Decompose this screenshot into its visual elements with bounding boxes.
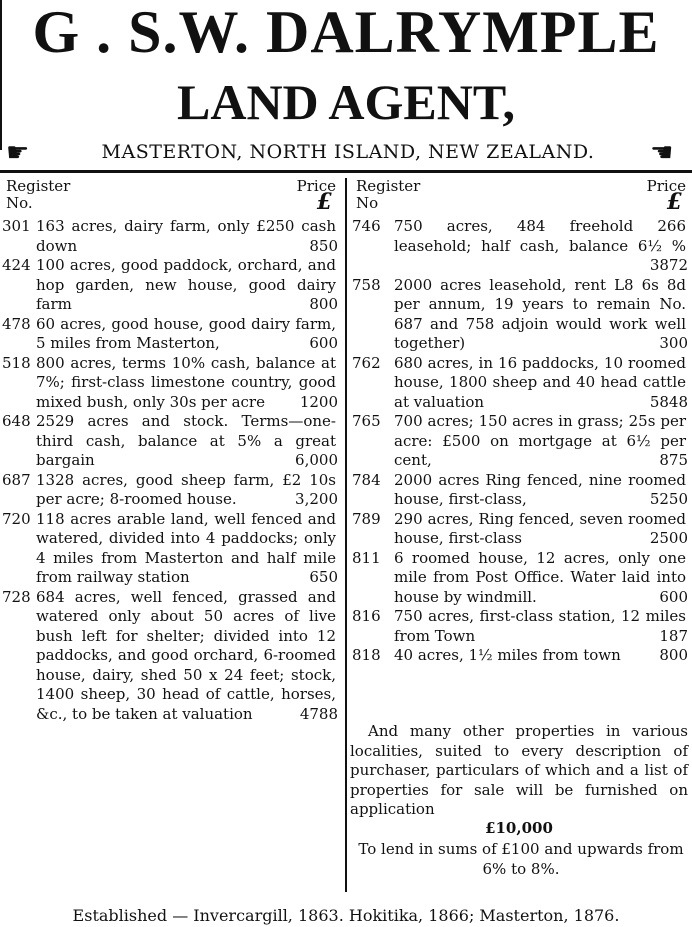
listing-price: 6,000 xyxy=(295,451,338,469)
listing-entry xyxy=(2,315,340,354)
listing-price: 3872 xyxy=(649,256,688,274)
listing-description: 750 acres, 484 freehold 266 leasehold; half cash, balance 6½ % xyxy=(394,217,686,255)
number-label: No. xyxy=(6,194,33,212)
listing-price: 187 xyxy=(659,626,688,645)
register-number: 518 xyxy=(2,353,31,372)
register-number: 424 xyxy=(2,256,31,274)
listing-entry xyxy=(352,217,690,276)
listing-price: 2500 xyxy=(649,529,688,547)
listing-description: 700 acres; 150 acres in grass; 25s per acre: £500 on mortgage at 6½ per cent, xyxy=(394,412,686,469)
listing-description: 163 acres, dairy farm, only £250 cash down xyxy=(36,217,336,255)
listing-price: 5848 xyxy=(649,392,688,411)
pointing-hand-icon: ☛ xyxy=(6,138,30,168)
listing-entry xyxy=(352,412,690,471)
listing-price: 875 xyxy=(659,451,688,469)
listing-entry xyxy=(352,549,690,608)
listing-price: 850 xyxy=(309,236,338,255)
listing-entry xyxy=(352,607,690,646)
register-number: 789 xyxy=(352,509,381,528)
listing-price: 3,200 xyxy=(295,490,338,508)
register-number: 818 xyxy=(352,646,381,664)
other-properties-notice xyxy=(350,722,688,820)
register-number: 720 xyxy=(2,509,31,528)
header-divider xyxy=(0,170,692,173)
listing-entry xyxy=(352,276,690,354)
pound-icon: £ xyxy=(666,189,682,215)
listing-description: 800 acres, terms 10% cash, balance at 7%; first-class limestone country, good mixed bush, only 30s per acre xyxy=(36,353,336,411)
register-number: 728 xyxy=(2,587,31,606)
listing-entry xyxy=(352,471,690,510)
listing-description: 680 acres, in 16 paddocks, 10 roomed house, 1800 sheep and 40 head cattle at valuation xyxy=(394,353,686,411)
listing-description: 1328 acres, good sheep farm, £2 10s per acre; 8-roomed house. xyxy=(36,470,336,508)
register-number: 784 xyxy=(352,470,381,489)
listing-price: 4788 xyxy=(299,704,338,723)
register-number: 765 xyxy=(352,412,381,430)
loan-terms: To lend in sums of £100 and upwards from 6% to 8%. xyxy=(358,840,684,878)
register-number: 811 xyxy=(352,548,381,567)
register-number: 816 xyxy=(352,607,381,625)
listing-price: 1200 xyxy=(299,392,338,411)
listing-description: 2000 acres Ring fenced, nine roomed house, first-class, xyxy=(394,470,686,508)
listing-entry xyxy=(352,510,690,549)
listing-price: 800 xyxy=(659,646,688,664)
register-number: 301 xyxy=(2,217,31,235)
listing-list xyxy=(352,217,690,666)
price-label: Price xyxy=(296,177,336,195)
listing-entry xyxy=(2,354,340,413)
listing-description: 60 acres, good house, good dairy farm, 5 miles from Masterton, xyxy=(36,314,336,352)
register-number: 478 xyxy=(2,314,31,333)
listing-price: 650 xyxy=(309,568,338,586)
listings-column-right xyxy=(352,177,690,666)
listing-entry xyxy=(2,471,340,510)
listing-description: 290 acres, Ring fenced, seven roomed house, first-class xyxy=(394,509,686,547)
listing-entry xyxy=(2,217,340,256)
column-divider xyxy=(345,178,347,892)
listing-description: 40 acres, 1½ miles from town xyxy=(394,646,621,664)
column-header xyxy=(352,177,690,217)
column-header xyxy=(2,177,340,217)
listing-price: 800 xyxy=(309,295,338,313)
listing-entry xyxy=(2,412,340,471)
register-number: 758 xyxy=(352,275,381,294)
number-label: No xyxy=(356,194,379,212)
loan-amount: £10,000 xyxy=(485,819,553,837)
listing-list xyxy=(2,217,340,724)
register-number: 687 xyxy=(2,470,31,489)
listing-description: 684 acres, well fenced, grassed and watered only about 50 acres of live bush left for shelter; divided into 12 paddocks, and good orchard, 6-roomed house, dairy, shed 50 x 24 feet; stock, 1400 sheep, 30 head of cattle, horses, &c., to be taken at valuation xyxy=(36,587,336,723)
register-number: 648 xyxy=(2,412,31,430)
listing-price: 300 xyxy=(659,334,688,352)
agent-title-heading: LAND AGENT, xyxy=(176,74,515,130)
listing-price: 5250 xyxy=(649,490,688,508)
price-label: Price xyxy=(646,177,686,195)
register-number: 762 xyxy=(352,353,381,372)
listing-entry xyxy=(2,588,340,725)
pound-icon: £ xyxy=(316,189,332,215)
listing-price: 600 xyxy=(309,334,338,352)
listing-description: 6 roomed house, 12 acres, only one mile from Post Office. Water laid into house by windmill. xyxy=(394,548,686,606)
listing-description: 750 acres, first-class station, 12 miles from Town xyxy=(394,607,686,645)
listing-entry xyxy=(352,646,690,666)
listing-entry xyxy=(2,256,340,315)
register-number: 746 xyxy=(352,217,381,235)
listings-column-left xyxy=(2,177,340,724)
established-footer: Established — Invercargill, 1863. Hokitika, 1866; Masterton, 1876. xyxy=(72,906,620,925)
location-line: MASTERTON, NORTH ISLAND, NEW ZEALAND. xyxy=(101,141,595,163)
listing-entry xyxy=(352,354,690,413)
listing-description: 118 acres arable land, well fenced and watered, divided into 4 paddocks; only 4 miles from Masterton and half mile from railway station xyxy=(36,509,336,586)
listing-entry xyxy=(2,510,340,588)
pointing-hand-icon: ☛ xyxy=(650,138,674,168)
agent-name-heading: G . S.W. DALRYMPLE xyxy=(32,0,660,65)
register-label: Register xyxy=(6,177,71,195)
listing-description: 100 acres, good paddock, orchard, and hop garden, new house, good dairy farm xyxy=(36,256,336,313)
other-properties-text: And many other properties in various localities, suited to every description of purchaser, particulars of which and a list of properties for sale will be furnished on application xyxy=(350,722,688,818)
listing-price: 600 xyxy=(659,587,688,606)
register-label: Register xyxy=(356,177,421,195)
listing-description: 2000 acres leasehold, rent L8 6s 8d per annum, 19 years to remain No. 687 and 758 adjoin would work well together) xyxy=(394,275,686,352)
listing-description: 2529 acres and stock. Terms—one-third cash, balance at 5% a great bargain xyxy=(36,412,336,469)
